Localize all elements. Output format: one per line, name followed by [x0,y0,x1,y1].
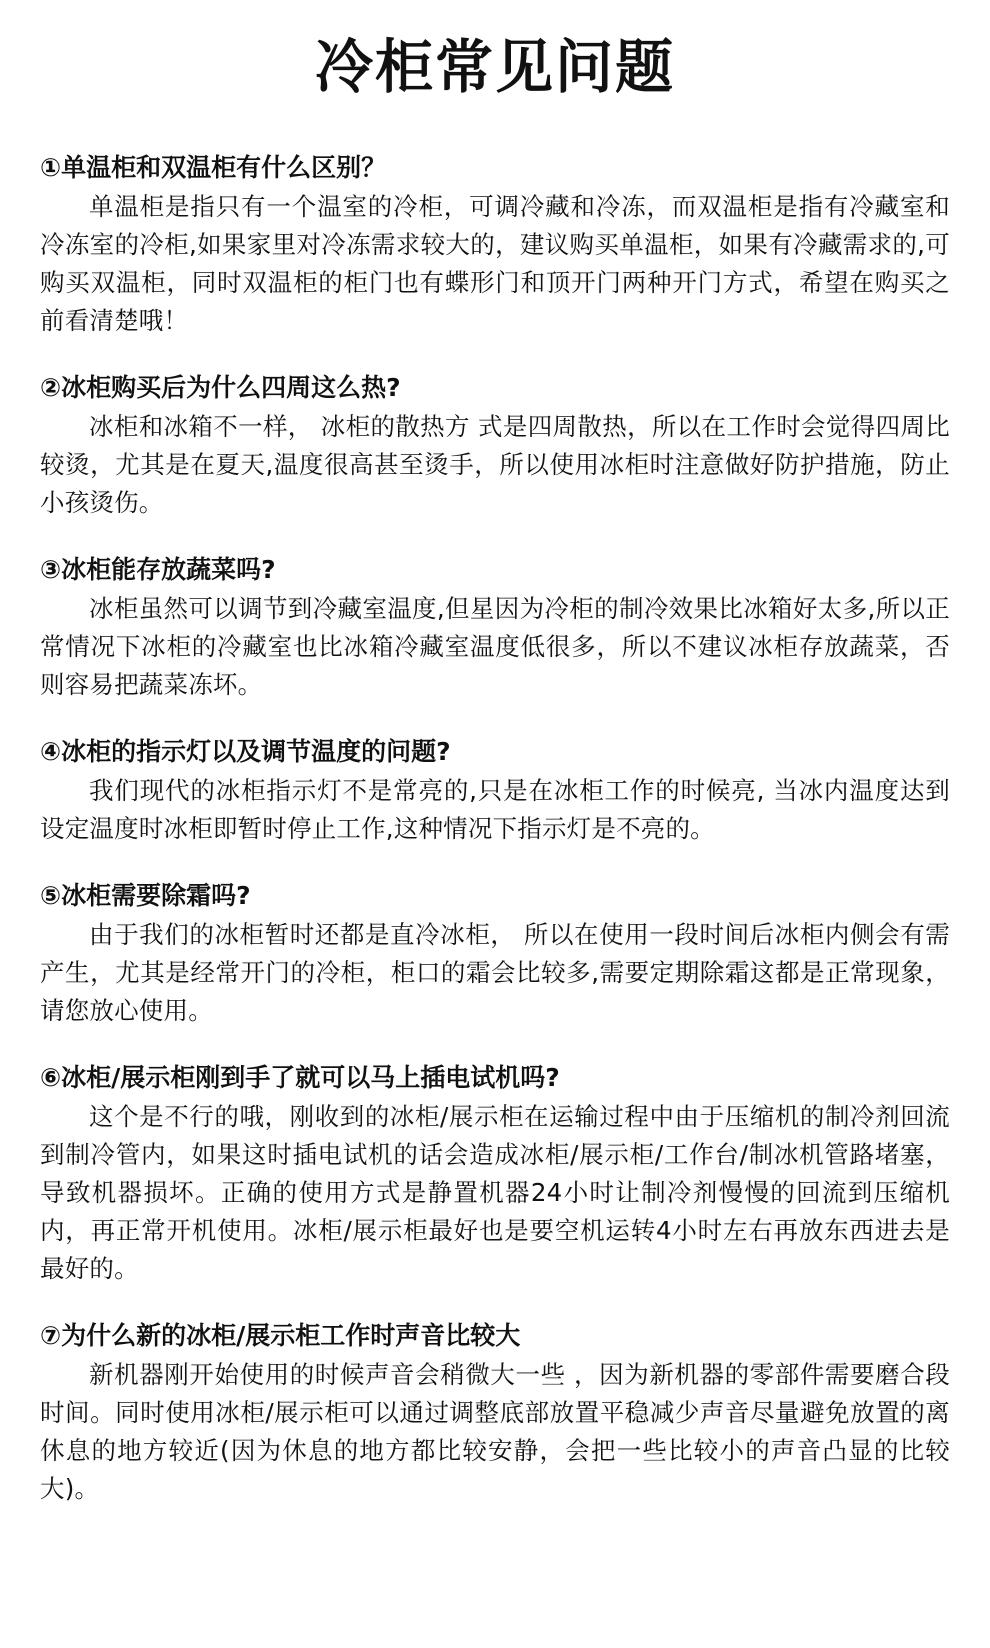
faq-item-5 [40,876,950,1030]
faq-answer: 这个是不行的哦，刚收到的冰柜/展示柜在运输过程中由于压缩机的制冷剂回流到制冷管内，如果这时插电试机的话会造成冰柜/展示柜/工作台/制冰机管路堵塞，导致机器损坏。正确的使用方式是静置机器24小时让制冷剂慢慢的回流到压缩机内，再正常开机使用。冰柜/展示柜最好也是要空机运转4小时左右再放东西进去是最好的。 [40,1102,950,1283]
faq-question: ④冰柜的指示灯以及调节温度的问题? [40,737,451,766]
faq-item-3 [40,550,950,704]
faq-question: ⑥冰柜/展示柜刚到手了就可以马上插电试机吗? [40,1063,560,1092]
faq-item-2 [40,368,950,522]
faq-answer: 我们现代的冰柜指示灯不是常亮的,只是在冰柜工作的时候亮, 当冰内温度达到设定温度时冰柜即暂时停止工作,这种情况下指示灯是不亮的。 [40,776,950,843]
faq-item-6 [40,1058,950,1288]
faq-question: ⑤冰柜需要除霜吗? [40,881,251,910]
faq-answer: 由于我们的冰柜暂时还都是直冷冰柜， 所以在使用一段时间后冰柜内侧会有需产生，尤其是经常开门的冷柜，柜口的霜会比较多,需要定期除霜这都是正常现象，请您放心使用。 [40,920,950,1025]
faq-answer: 冰柜和冰箱不一样， 冰柜的散热方 式是四周散热，所以在工作时会觉得四周比较烫，尤其是在夏天,温度很高甚至烫手，所以使用冰柜时注意做好防护措施，防止小孩烫伤。 [40,412,950,517]
faq-answer: 单温柜是指只有一个温室的冷柜，可调冷藏和冷冻，而双温柜是指有冷藏室和冷冻室的冷柜,如果家里对冷冻需求较大的，建议购买单温柜，如果有冷藏需求的,可购买双温柜，同时双温柜的柜门也有蝶形门和顶开门两种开门方式，希望在购买之前看清楚哦！ [40,192,950,335]
page-title: 冷柜常见问题 [314,33,675,101]
faq-answer: 冰柜虽然可以调节到冷藏室温度,但星因为冷柜的制冷效果比冰箱好太多,所以正常情况下冰柜的冷藏室也比冰箱冷藏室温度低很多，所以不建议冰柜存放蔬菜，否则容易把蔬菜冻坏。 [40,594,950,699]
faq-question: ①单温柜和双温柜有什么区别？ [40,153,387,182]
faq-list [40,148,950,1508]
faq-question: ⑦为什么新的冰柜/展示柜工作时声音比较大 [40,1321,521,1350]
faq-question: ③冰柜能存放蔬菜吗? [40,555,276,584]
faq-item-4 [40,732,950,848]
faq-question: ②冰柜购买后为什么四周这么热? [40,373,401,402]
faq-answer: 新机器刚开始使用的时候声音会稍微大一些 ，因为新机器的零部件需要磨合段时间。同时使用冰柜/展示柜可以通过调整底部放置平稳减少声音尽量避免放置的离休息的地方较近(因为休息的地方都比较安静，会把一些比较小的声音凸显的比较大)。 [40,1360,950,1503]
faq-item-1 [40,148,950,340]
faq-item-7 [40,1316,950,1508]
